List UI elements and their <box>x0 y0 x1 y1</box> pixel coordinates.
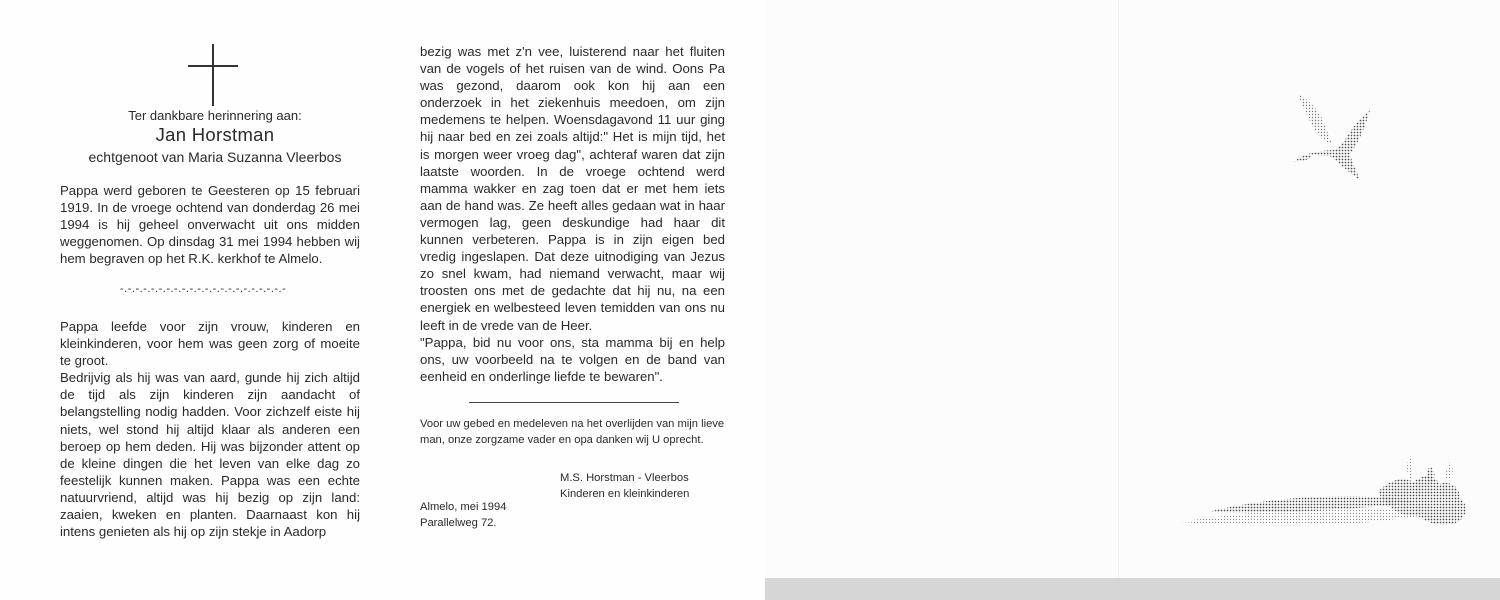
scan-bottom-strip <box>765 578 1500 600</box>
place-date-text: Almelo, mei 1994 Parallelweg 72. <box>420 501 507 529</box>
biography-paragraph-2: Pappa leefde voor zijn vrouw, kinderen en kleinkinderen, voor hem was geen zorg of moeite te groot. Bedrijvig als hij was van aard, gunde hij zich altijd de tijd als zijn kinderen zijn aandacht of belangstelling nodig hadden. Voor zichzelf eiste hij niets, wel stond hij altijd klaar als anderen een beroep op hem deden. Hij was bijzonder attent op de kleine dingen die het leven van elke dag zo feestelijk kunnen maken. Pappa was een echte natuurvriend, altijd was hij bezig op zijn land: zaaien, kweken en planten. Daarnaast kon hij intens genieten als hij op zijn stekje in Aadorp <box>60 319 360 540</box>
signers-text: M.S. Horstman - Vleerbos Kinderen en kleinkinderen <box>560 472 690 500</box>
thanks-text: Voor uw gebed en medeleven na het overlijden van mijn lieve man, onze zorgzame vader en opa danken wij U oprecht. <box>420 418 725 446</box>
biography-paragraph-3: bezig was met z'n vee, luisterend naar het fluiten van de vogels of het ruisen van de wind. Oons Pa was gezond, daarom ook kon hij aan een onderzoek in het ziekenhuis meedoen, om zijn medemens te helpen. Woensdagavond 11 uur ging hij naar bed en zei zoals altijd:" Het is mijn tijd, het is morgen weer vroeg dag", achteraf waren dat zijn laatste woorden. In de vroege ochtend werd mamma wakker en zag toen dat er met hem iets aan de hand was. Ze heeft alles gedaan wat in haar vermogen lag, geen deskundige had haar dit kunnen verbeteren. Pappa is in zijn eigen bed vredig ingeslapen. Dat deze uitnodiging van Jezus zo snel kwam, had niemand verwacht, maar wij troosten ons met de gedachte dat hij nu, na een energiek en welbesteed leven temidden van ons nu leeft in de vrede van de Heer. "Pappa, bid nu voor ons, sta mamma bij en help ons, uw voorbeeld na te volgen en de band van eenheid en onderlinge liefde te bewaren". <box>420 44 725 384</box>
fold-line <box>1118 0 1119 578</box>
latin-cross-icon <box>188 44 238 106</box>
intro-line: Ter dankbare herinnering aan: <box>128 108 302 123</box>
biography-paragraph-1: Pappa werd geboren te Geesteren op 15 februari 1919. In de vroege ochtend van donderdag 26 mei 1994 is hij geheel onverwacht uit ons midden weggenomen. Op dinsdag 31 mei 1994 hebben wij hem begraven op het R.K. kerkhof te Almelo. <box>60 183 360 267</box>
dove-illustration <box>1290 92 1380 187</box>
spouse-line: echtgenoot van Maria Suzanna Vleerbos <box>88 149 342 165</box>
line-divider <box>469 402 679 403</box>
deceased-name: Jan Horstman <box>155 124 275 145</box>
dotted-divider: -.-.-.-.-.-.-.-.-.-.-.-.-.-.-.-.-.-.-.-.-.- <box>120 283 287 295</box>
flowers-illustration <box>1178 452 1478 532</box>
